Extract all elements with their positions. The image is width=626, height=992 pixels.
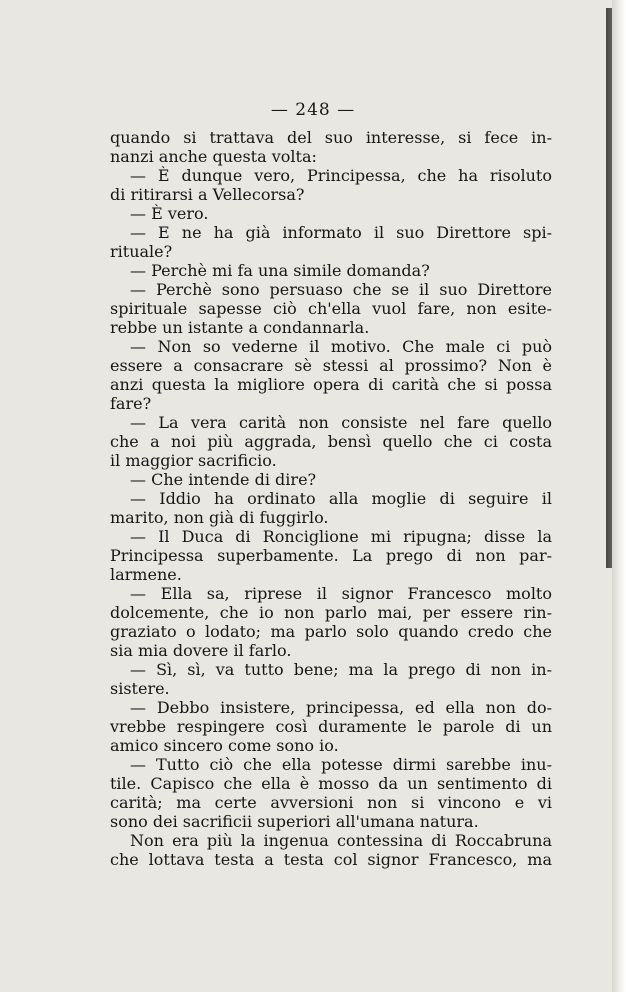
text-line: dolcemente, che io non parlo mai, per essere rin- bbox=[110, 603, 552, 622]
text-line: — Tutto ciò che ella potesse dirmi sarebbe inu- bbox=[130, 755, 552, 774]
text-line: — È dunque vero, Principessa, che ha risoluto bbox=[130, 166, 552, 185]
text-line: Principessa superbamente. La prego di non par- bbox=[110, 546, 552, 565]
text-line: amico sincero come sono io. bbox=[110, 736, 339, 755]
page-number: — 248 — bbox=[270, 100, 356, 120]
text-line: — Iddio ha ordinato alla moglie di seguire il bbox=[130, 489, 552, 508]
text-line: di ritirarsi a Vellecorsa? bbox=[110, 185, 305, 204]
text-line: che lottava testa a testa col signor Francesco, ma bbox=[110, 850, 552, 869]
text-line: spirituale sapesse ciò ch'ella vuol fare, non esite- bbox=[110, 299, 552, 318]
text-line: rituale? bbox=[110, 242, 173, 261]
text-line: graziato o lodato; ma parlo solo quando credo che bbox=[110, 622, 552, 641]
text-line: Non era più la ingenua contessina di Roccabruna bbox=[130, 831, 552, 850]
text-line: — Sì, sì, va tutto bene; ma la prego di non in- bbox=[130, 660, 552, 679]
text-line: tile. Capisco che ella è mosso da un sentimento di bbox=[110, 774, 552, 793]
text-line: — E ne ha già informato il suo Direttore spi- bbox=[130, 223, 552, 242]
text-line: larmene. bbox=[110, 565, 182, 584]
text-line: — Il Duca di Ronciglione mi ripugna; disse la bbox=[130, 527, 552, 546]
text-line: — Debbo insistere, principessa, ed ella non do- bbox=[130, 698, 552, 717]
text-line: anzi questa la migliore opera di carità che si possa bbox=[110, 375, 552, 394]
text-line: rebbe un istante a condannarla. bbox=[110, 318, 370, 337]
text-line: — Che intende di dire? bbox=[130, 470, 317, 489]
text-line: — Non so vederne il motivo. Che male ci può bbox=[130, 337, 552, 356]
text-line: — È vero. bbox=[130, 204, 209, 223]
text-line: sia mia dovere il farlo. bbox=[110, 641, 292, 660]
text-line: carità; ma certe avversioni non si vincono e vi bbox=[110, 793, 552, 812]
text-line: — Ella sa, riprese il signor Francesco molto bbox=[130, 584, 552, 603]
text-line: sistere. bbox=[110, 679, 170, 698]
text-line: sono dei sacrificii superiori all'umana natura. bbox=[110, 812, 479, 831]
text-line: vrebbe respingere così duramente le parole di un bbox=[110, 717, 552, 736]
text-line: nanzi anche questa volta: bbox=[110, 147, 317, 166]
text-line: essere a consacrare sè stessi al prossimo? Non è bbox=[110, 356, 552, 375]
text-line: quando si trattava del suo interesse, si fece in- bbox=[110, 128, 552, 147]
page-margin-right bbox=[612, 0, 626, 992]
text-line: marito, non già di fuggirlo. bbox=[110, 508, 329, 527]
body-text bbox=[110, 128, 552, 869]
text-line: — Perchè mi fa una simile domanda? bbox=[130, 261, 430, 280]
text-line: — La vera carità non consiste nel fare quello bbox=[130, 413, 552, 432]
text-line: il maggior sacrificio. bbox=[110, 451, 277, 470]
text-line: fare? bbox=[110, 394, 152, 413]
text-line: che a noi più aggrada, bensì quello che ci costa bbox=[110, 432, 552, 451]
text-line: — Perchè sono persuaso che se il suo Direttore bbox=[130, 280, 552, 299]
